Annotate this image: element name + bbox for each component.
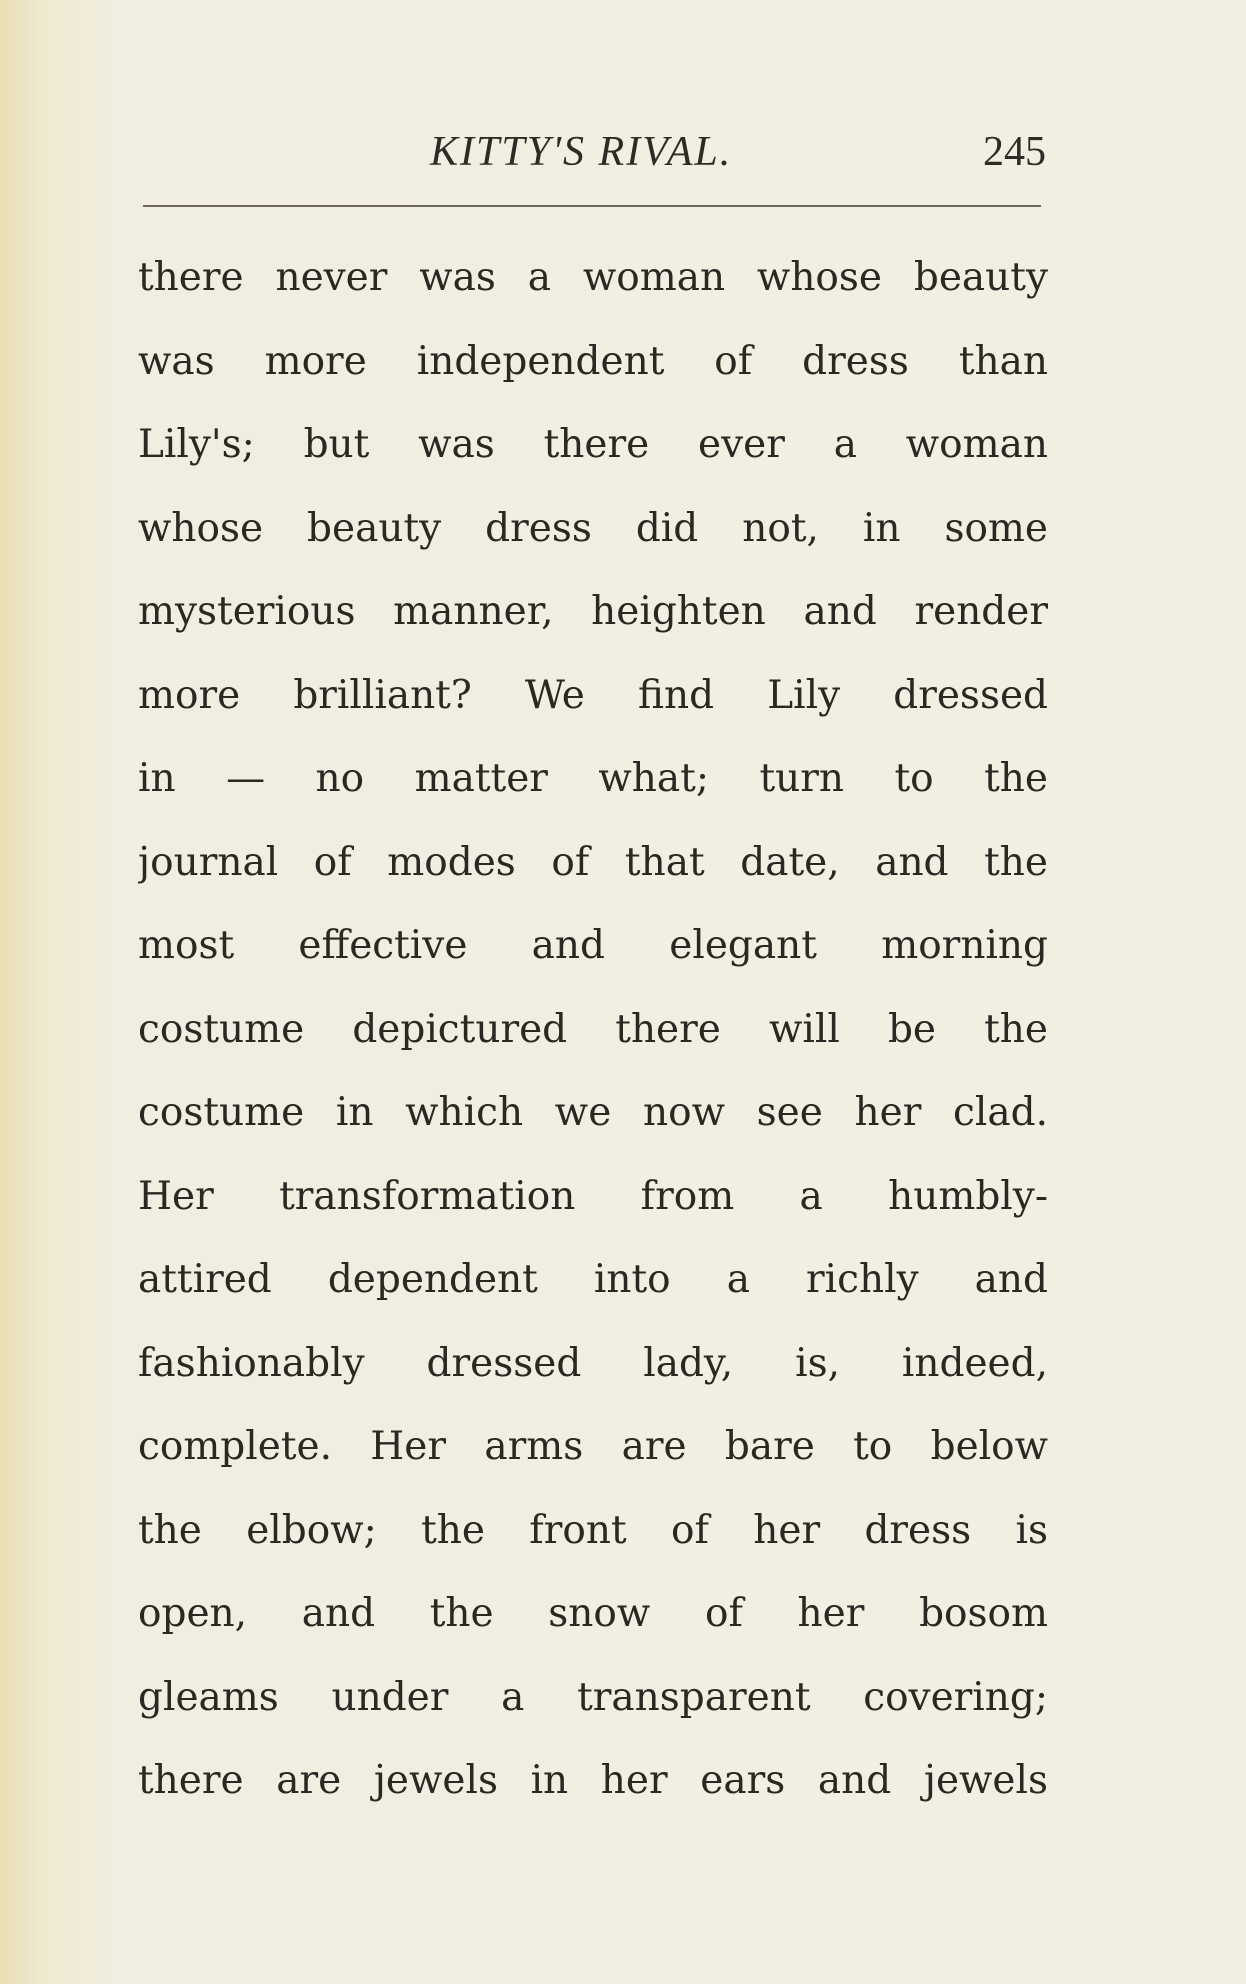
text-line: whose beauty dress did not, in some	[138, 505, 1048, 551]
running-title: KITTY'S RIVAL.	[430, 129, 733, 175]
page-number: 245	[983, 129, 1046, 175]
text-line: complete. Her arms are bare to below	[138, 1424, 1048, 1469]
text-line: was more independent of dress than	[138, 338, 1048, 384]
page-header	[140, 128, 1046, 178]
text-line: in — no matter what; turn to the	[138, 756, 1048, 801]
header-rule	[143, 205, 1041, 207]
text-line: journal of modes of that date, and the	[138, 839, 1048, 885]
text-line: more brilliant? We find Lily dressed	[138, 672, 1048, 718]
text-line: gleams under a transparent covering;	[138, 1674, 1048, 1720]
text-line: fashionably dressed lady, is, indeed,	[138, 1340, 1048, 1386]
body-text	[138, 236, 1048, 1823]
text-line: Her transformation from a humbly-	[138, 1173, 1048, 1219]
text-line: mysterious manner, heighten and render	[138, 589, 1048, 634]
text-line: attired dependent into a richly and	[138, 1257, 1048, 1302]
text-line: the elbow; the front of her dress is	[138, 1507, 1048, 1553]
text-line: most effective and elegant morning	[138, 923, 1048, 968]
text-line: there never was a woman whose beauty	[138, 255, 1048, 300]
text-line: costume depictured there will be the	[138, 1006, 1048, 1052]
text-line: there are jewels in her ears and jewels	[138, 1758, 1048, 1803]
text-line: Lily's; but was there ever a woman	[138, 422, 1048, 467]
text-line: open, and the snow of her bosom	[138, 1591, 1048, 1636]
text-line: costume in which we now see her clad.	[138, 1090, 1048, 1135]
